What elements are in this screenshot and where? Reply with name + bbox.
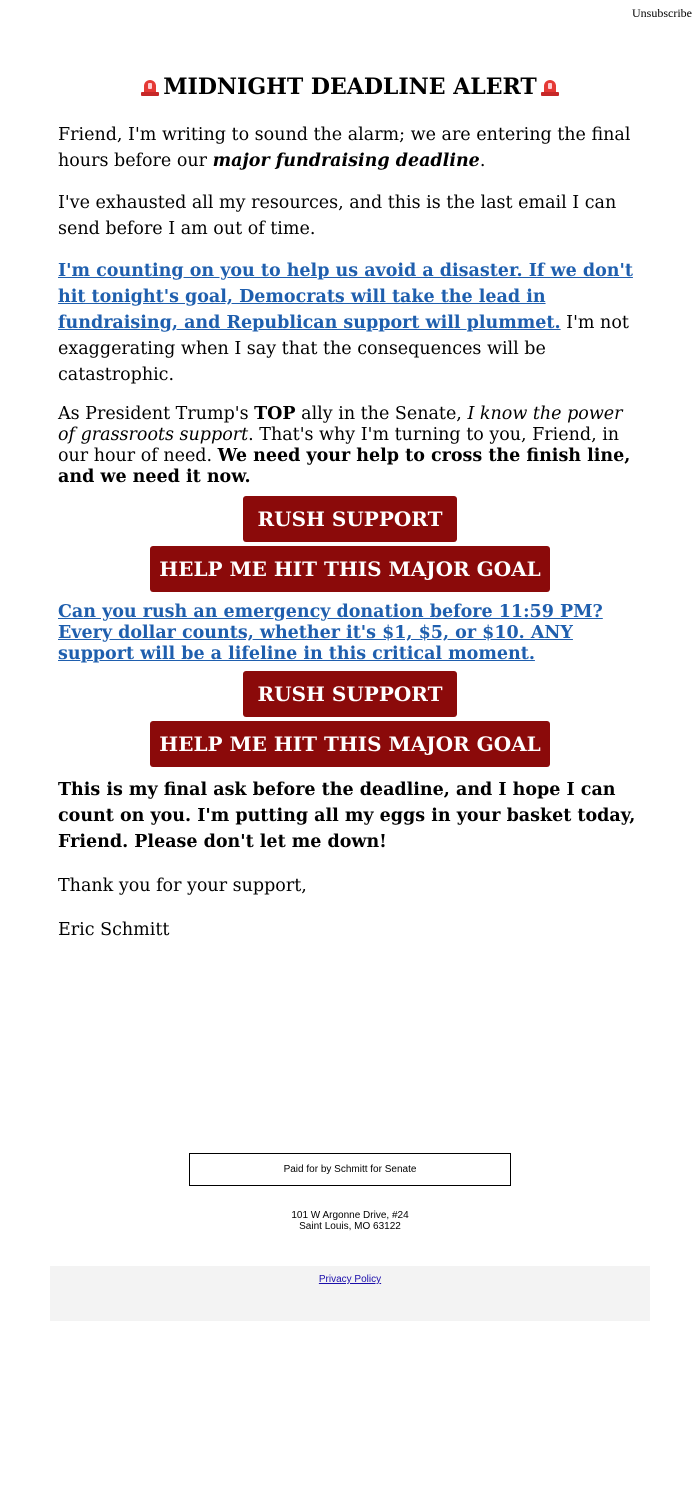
donate-link-emergency[interactable]: Can you rush an emergency donation before 11:59 PM? Every dollar counts, whether it's $1, $5, or $10. ANY support will be a lifeline in this critical moment.	[58, 602, 603, 664]
ally-text-e: . That's why I'm turning to you, Friend, in our hour of need.	[58, 425, 620, 466]
paragraph-disaster	[58, 258, 642, 388]
headline-text: MIDNIGHT DEADLINE ALERT	[163, 74, 537, 100]
ally-italic: I know the power of grassroots support	[58, 404, 623, 445]
privacy-policy-link[interactable]: Privacy Policy	[318, 1274, 382, 1285]
intro-text: Friend, I'm writing to sound the alarm; we are entering the final hours before our	[58, 125, 631, 171]
hit-goal-button[interactable]: HELP ME HIT THIS MAJOR GOAL	[150, 546, 550, 592]
unsubscribe-link[interactable]: Unsubscribe	[632, 6, 692, 20]
address-line-2: Saint Louis, MO 63122	[299, 1221, 401, 1232]
disaster-rest-text: I'm not exaggerating when I say that the consequences will be catastrophic.	[58, 313, 629, 385]
ally-text-c: ally in the Senate,	[295, 404, 468, 424]
paragraph-emergency	[58, 602, 642, 665]
headline	[58, 74, 642, 100]
mailing-address	[0, 1210, 700, 1232]
ally-bold-call: We need your help to cross the finish line, and we need it now.	[58, 446, 631, 487]
rotating-light-icon	[139, 77, 161, 97]
intro-period: .	[479, 151, 486, 171]
footer-links	[50, 1266, 650, 1321]
email-body	[58, 74, 642, 943]
intro-emphasis: major fundraising deadline	[212, 151, 480, 171]
rush-support-button[interactable]: RUSH SUPPORT	[243, 671, 457, 717]
paragraph-intro	[58, 122, 642, 174]
signature: Eric Schmitt	[58, 920, 170, 940]
ally-top: TOP	[254, 404, 296, 424]
paragraph-trump-ally	[58, 404, 642, 488]
address-line-1: 101 W Argonne Drive, #24	[291, 1210, 409, 1221]
closing-line: Thank you for your support,	[58, 876, 307, 896]
paragraph-final-ask: This is my final ask before the deadline, and I hope I can count on you. I'm putting all my eggs in your basket today, Friend. Please don't let me down!	[58, 780, 636, 852]
hit-goal-button[interactable]: HELP ME HIT THIS MAJOR GOAL	[150, 721, 550, 767]
rotating-light-icon	[539, 77, 561, 97]
paid-for-box: Paid for by Schmitt for Senate	[189, 1153, 511, 1186]
donate-link-disaster[interactable]: I'm counting on you to help us avoid a disaster. If we don't hit tonight's goal, Democrats will take the lead in fundraising, and Republican support will plummet.	[58, 261, 633, 333]
rush-support-button[interactable]: RUSH SUPPORT	[243, 496, 457, 542]
paragraph-resources: I've exhausted all my resources, and this is the last email I can send before I am out of time.	[58, 193, 617, 239]
ally-text-a: As President Trump's	[58, 404, 255, 424]
